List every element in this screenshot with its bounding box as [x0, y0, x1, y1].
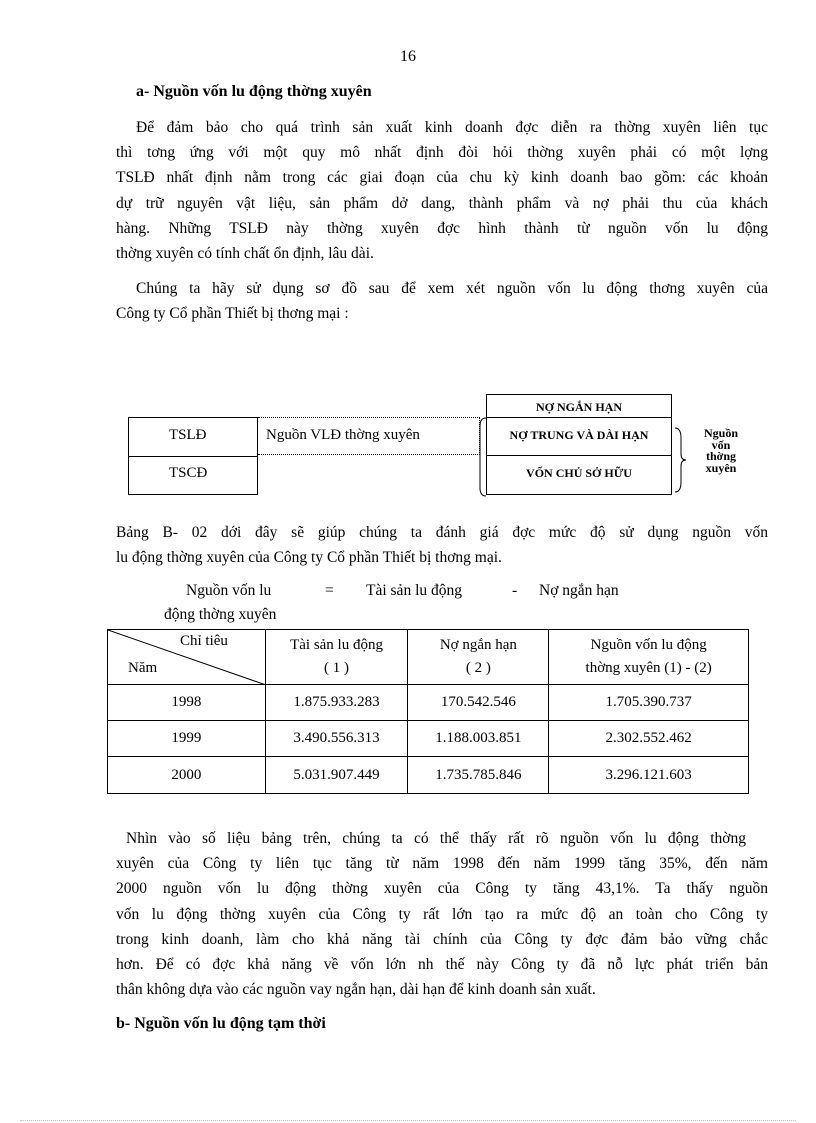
cell-year: 1998 — [108, 685, 266, 721]
long-term-debt-label: NỢ TRUNG VÀ DÀI HẠN — [509, 428, 649, 442]
formula-current-assets: Tài sản lu động — [366, 582, 462, 599]
tscd-label: TSCĐ — [169, 465, 208, 481]
cell-working-capital: 1.705.390.737 — [549, 685, 749, 721]
working-capital-label: Nguồn VLĐ thờng xuyên — [266, 427, 420, 443]
formula-left-line2: động thờng xuyên — [164, 606, 277, 623]
table-row — [108, 685, 749, 721]
text-line: hơn. Để có đợc khả năng về vốn lớn nh thế này Công ty đã nỗ lực phát triển bản — [116, 956, 768, 974]
text-line: thì tơng ứng với một quy mô nhất định đòi hỏi thờng xuyên phải có một lợng — [116, 144, 768, 162]
text-line: Nhìn vào số liệu bảng trên, chúng ta có thể thấy rất rõ nguồn vốn lu động thờng — [126, 830, 746, 847]
cell-year: 2000 — [108, 757, 266, 794]
text-line: trong kinh doanh, làm cho khả năng tài chính của Công ty đợc đảm bảo vững chắc — [116, 930, 768, 948]
page-bottom-border — [20, 1120, 796, 1121]
paragraph-analysis — [116, 826, 768, 1002]
text-line: thân không dựa vào các nguồn vay ngắn hạn, dài hạn để kinh doanh sản xuất. — [116, 981, 596, 999]
formula-left-line1: Nguồn vốn lu — [186, 582, 272, 599]
cell-current-assets: 1.875.933.283 — [265, 685, 408, 721]
text-line: TSLĐ nhất định nằm trong các giai đoạn của chu kỳ kinh doanh bao gồm: các khoản — [116, 169, 768, 187]
table-row — [108, 757, 749, 794]
formula-equals: = — [325, 582, 334, 599]
page-number: 16 — [400, 48, 416, 65]
paragraph-intro — [116, 115, 768, 266]
cell-short-term-debt: 1.735.785.846 — [408, 757, 549, 794]
text-line: Để đảm bảo cho quá trình sản xuất kinh doanh đợc diễn ra thờng xuyên liên tục — [136, 119, 768, 136]
equity-label: VỐN CHỦ SỞ HỮU — [526, 466, 632, 480]
corner-indicator-label: Chỉ tiêu — [180, 633, 228, 649]
tsld-label: TSLĐ — [169, 427, 207, 443]
left-bracket — [476, 416, 492, 498]
permanent-capital-label: Nguồn vốn thờng xuyên — [703, 426, 738, 475]
text-line: hàng. Những TSLĐ này thờng xuyên đợc hình thành từ nguồn vốn lu động — [116, 219, 768, 237]
table-header-row — [108, 630, 749, 685]
text-line: Công ty Cổ phần Thiết bị thơng mại : — [116, 305, 349, 323]
table-row — [108, 721, 749, 757]
cell-short-term-debt: 1.188.003.851 — [408, 721, 549, 757]
working-capital-table — [107, 629, 749, 794]
paragraph-table-intro — [116, 520, 768, 570]
header-permanent-working-capital: Nguồn vốn lu động thờng xuyên (1) - (2) — [549, 630, 749, 685]
cell-year: 1999 — [108, 721, 266, 757]
cell-current-assets: 3.490.556.313 — [265, 721, 408, 757]
text-line: Chúng ta hãy sử dụng sơ đồ sau để xem xét nguồn vốn lu động thơng xuyên của — [136, 280, 768, 297]
corner-cell — [108, 630, 266, 685]
text-line: dự trữ nguyên vật liệu, sản phẩm dở dang, thành phẩm và nợ phải thu của khách — [116, 194, 768, 212]
corner-year-label: Năm — [128, 660, 158, 676]
cell-working-capital: 2.302.552.462 — [549, 721, 749, 757]
assets-box — [128, 417, 258, 495]
sources-box — [486, 394, 672, 495]
paragraph-diagram-intro — [116, 276, 768, 326]
section-b-title: b- Nguồn vốn lu động tạm thời — [116, 1015, 326, 1032]
header-current-assets: Tài sản lu động ( 1 ) — [265, 630, 408, 685]
text-line: xuyên của Công ty liên tục tăng từ năm 1998 đến năm 1999 tăng 35%, đến năm — [116, 855, 768, 873]
text-line: lu động thờng xuyên của Công ty Cổ phần Thiết bị thơng mại. — [116, 549, 502, 567]
short-term-debt-label: NỢ NGẮN HẠN — [536, 400, 622, 414]
text-line: Bảng B- 02 dới đây sẽ giúp chúng ta đánh giá đợc mức độ sử dụng nguồn vốn — [116, 524, 768, 541]
working-capital-box — [258, 417, 480, 455]
text-line: 2000 nguồn vốn lu động thờng xuyên của Công ty tăng 43,1%. Ta thấy nguồn — [116, 880, 768, 898]
header-short-term-debt: Nợ ngắn hạn ( 2 ) — [408, 630, 549, 685]
cell-working-capital: 3.296.121.603 — [549, 757, 749, 794]
right-brace — [672, 426, 688, 494]
formula-minus: - — [512, 582, 518, 599]
cell-short-term-debt: 170.542.546 — [408, 685, 549, 721]
formula-short-term-debt: Nợ ngắn hạn — [539, 582, 619, 599]
text-line: thờng xuyên có tính chất ổn định, lâu dài. — [116, 245, 374, 263]
cell-current-assets: 5.031.907.449 — [265, 757, 408, 794]
text-line: vốn lu động thờng xuyên của Công ty rất lớn tạo ra mức độ an toàn cho Công ty — [116, 905, 768, 923]
section-a-title: a- Nguồn vốn lu động thờng xuyên — [136, 83, 372, 100]
